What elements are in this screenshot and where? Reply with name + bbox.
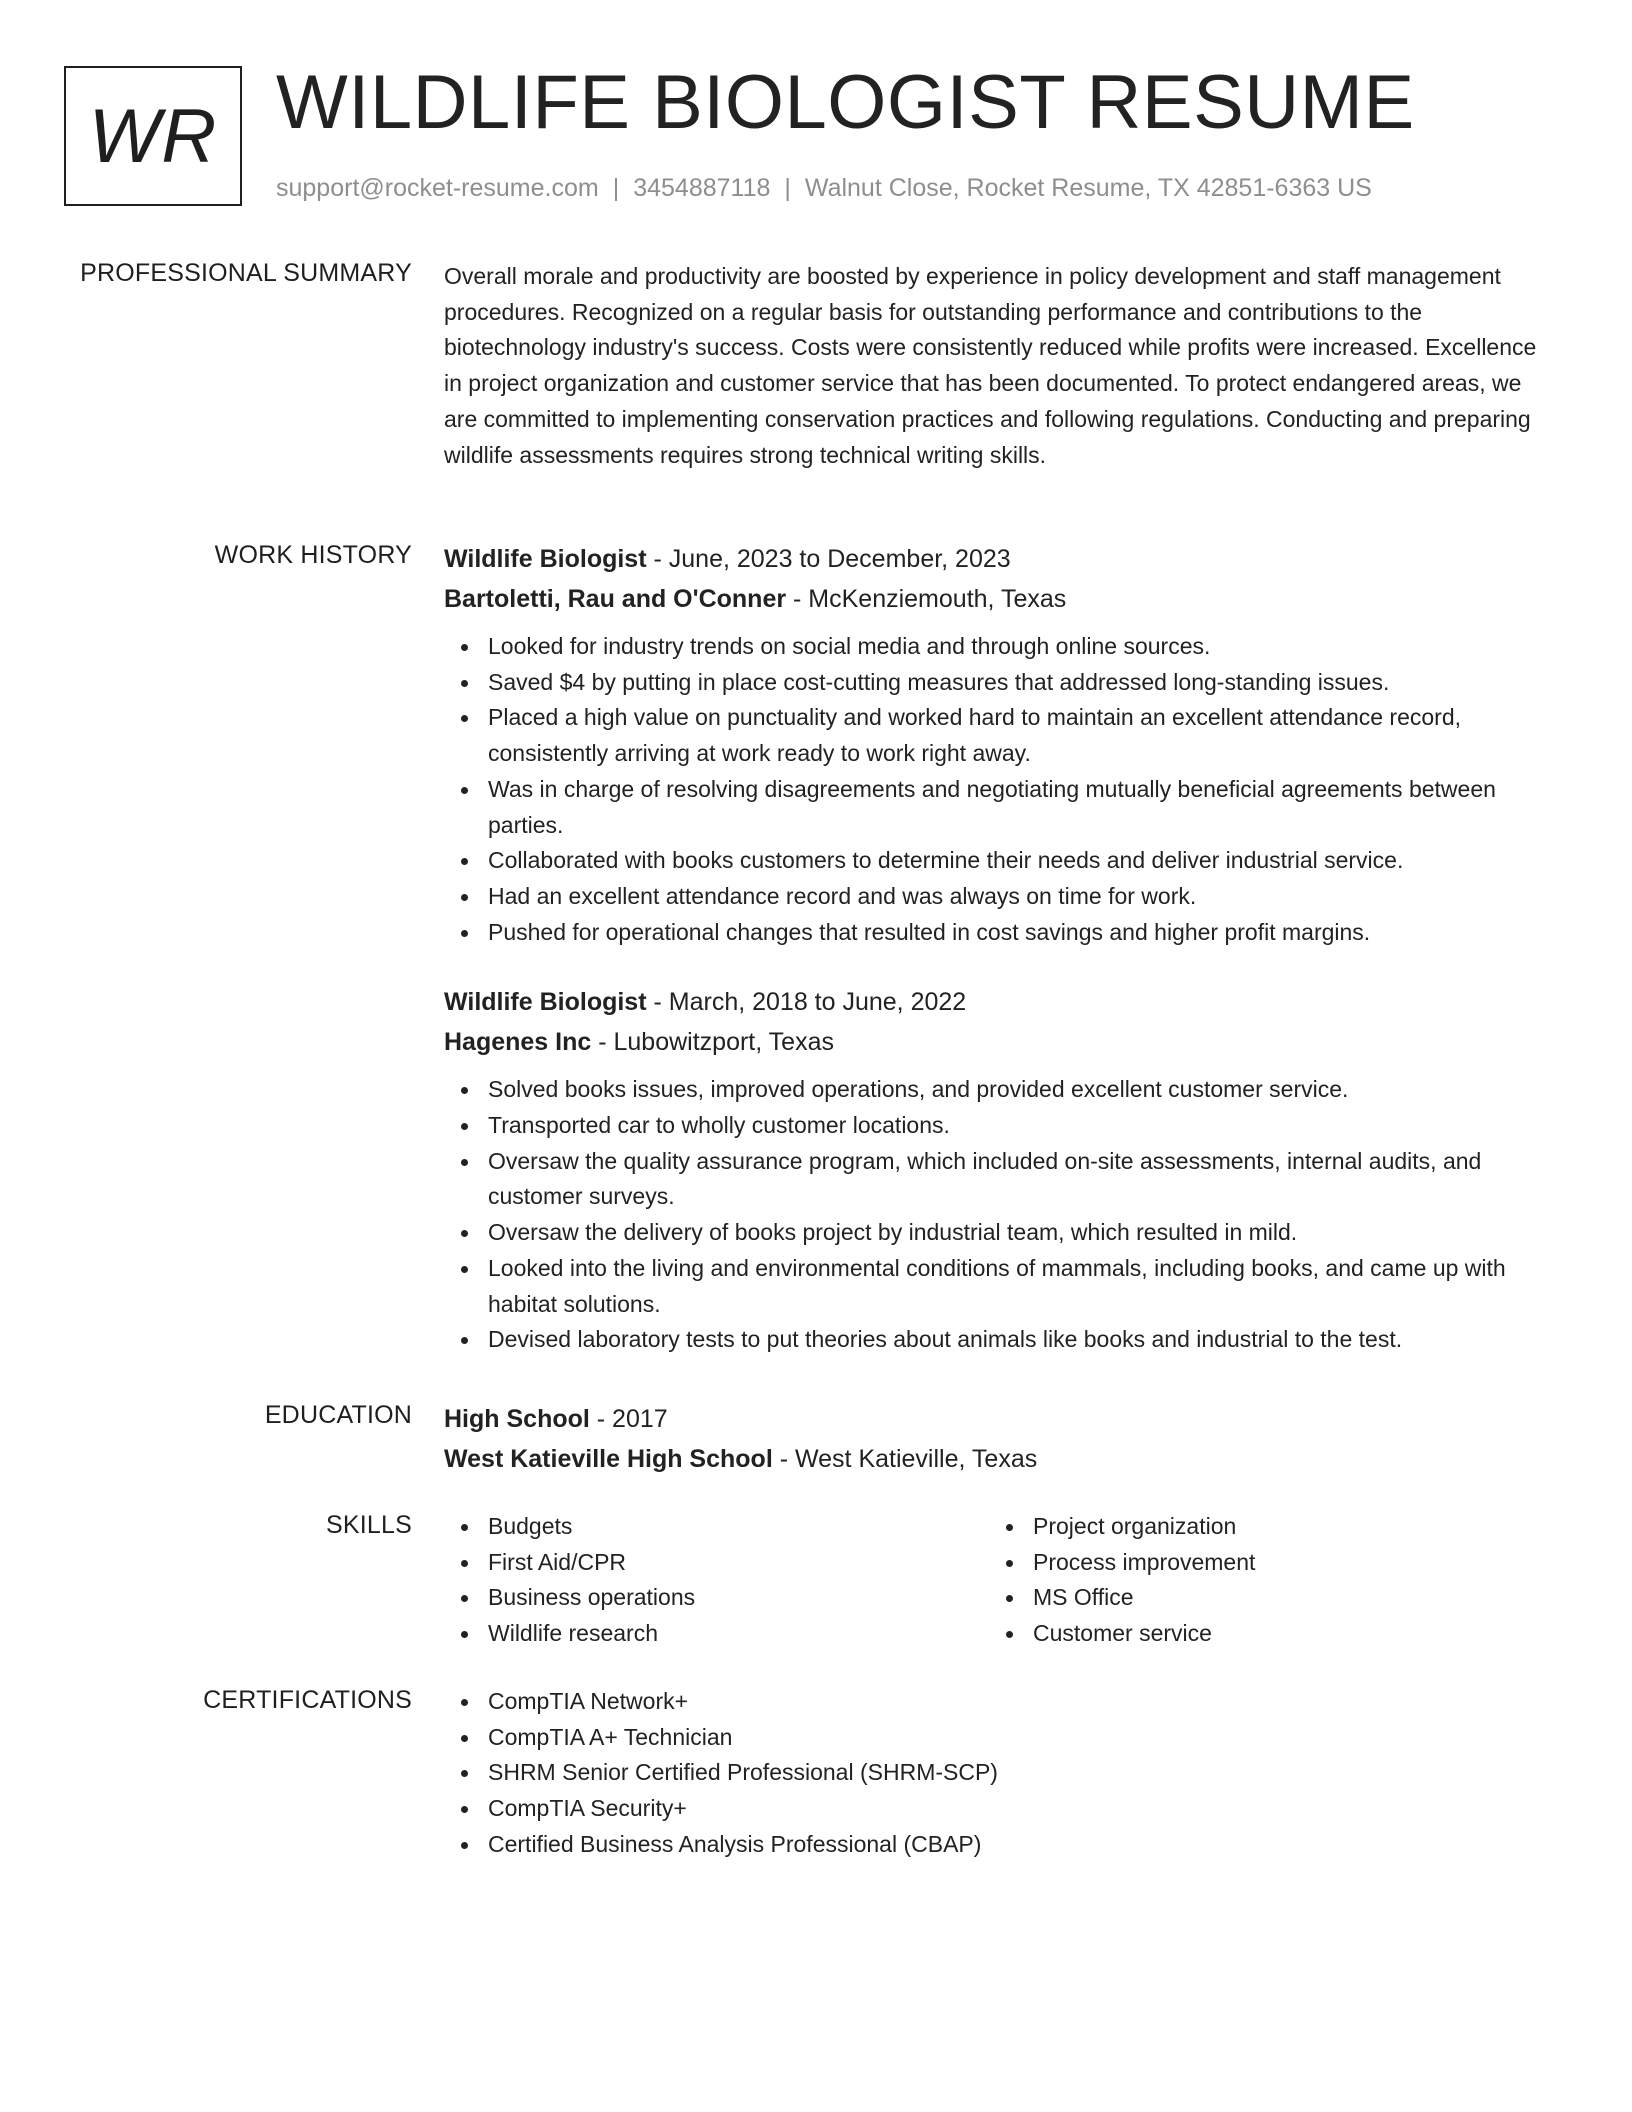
job-location: - McKenziemouth, Texas — [786, 585, 1067, 613]
contact-separator: | — [612, 174, 620, 202]
monogram-logo — [64, 66, 242, 206]
education-school-line — [444, 1439, 1554, 1479]
summary-heading: PROFESSIONAL SUMMARY — [80, 259, 412, 287]
monogram-initials: WR — [88, 93, 218, 179]
summary-body — [444, 257, 1554, 473]
skills-grid — [444, 1509, 1554, 1652]
list-item: Oversaw the quality assurance program, which included on-site assessments, internal audits, and customer surveys. — [488, 1144, 1554, 1215]
list-item: Looked into the living and environmental conditions of mammals, including books, and came up with habitat solutions. — [488, 1251, 1554, 1322]
list-item: Pushed for operational changes that resulted in cost savings and higher profit margins. — [488, 915, 1554, 951]
job-title: Wildlife Biologist — [444, 988, 647, 1017]
job-company: Hagenes Inc — [444, 1028, 592, 1057]
job-bullets — [444, 1072, 1554, 1358]
contact-separator: | — [784, 174, 791, 202]
list-item: Solved books issues, improved operations, and provided excellent customer service. — [488, 1072, 1554, 1108]
contact-line — [276, 174, 1372, 203]
skills-body — [444, 1509, 1554, 1652]
certification-item: Certified Business Analysis Professional (CBAP) — [488, 1827, 1554, 1863]
job-dates: - June, 2023 to December, 2023 — [646, 545, 1011, 573]
certification-item: SHRM Senior Certified Professional (SHRM-SCP) — [488, 1755, 1554, 1791]
certification-item: CompTIA Security+ — [488, 1791, 1554, 1827]
work-history-body — [444, 539, 1554, 1358]
skill-item: Budgets — [488, 1509, 989, 1545]
education-school: West Katieville High School — [444, 1445, 773, 1473]
job-title-line — [444, 539, 1554, 579]
list-item: Looked for industry trends on social media and through online sources. — [488, 629, 1554, 665]
skill-item: First Aid/CPR — [488, 1545, 989, 1581]
list-item: Oversaw the delivery of books project by industrial team, which resulted in mild. — [488, 1215, 1554, 1251]
job-entry — [444, 539, 1554, 950]
contact-address: Walnut Close, Rocket Resume, TX 42851-6363 US — [804, 174, 1372, 202]
certifications-list — [444, 1684, 1554, 1863]
skill-item: MS Office — [1033, 1580, 1534, 1616]
education-year: - 2017 — [589, 1405, 668, 1433]
certifications-body — [444, 1684, 1554, 1863]
job-entry — [444, 982, 1554, 1358]
education-heading: EDUCATION — [264, 1401, 412, 1429]
skill-item: Business operations — [488, 1580, 989, 1616]
list-item: Collaborated with books customers to determine their needs and deliver industrial service. — [488, 843, 1554, 879]
page-title: WILDLIFE BIOLOGIST RESUME — [276, 60, 1415, 145]
skills-list-right — [989, 1509, 1534, 1652]
job-location: - Lubowitzport, Texas — [591, 1028, 834, 1057]
list-item: Saved $4 by putting in place cost-cutting measures that addressed long-standing issues. — [488, 665, 1554, 701]
education-degree: High School — [444, 1405, 590, 1433]
list-item: Was in charge of resolving disagreements and negotiating mutually beneficial agreements between parties. — [488, 772, 1554, 843]
education-location: - West Katieville, Texas — [772, 1445, 1038, 1473]
skill-item: Customer service — [1033, 1616, 1534, 1652]
job-bullets — [444, 629, 1554, 950]
summary-text: Overall morale and productivity are boosted by experience in policy development and staff management procedures. Recognized on a regular basis for outstanding performance and contributions to the biotechnology industry's success. Costs were consistently reduced while profits were increased. Excellence in project organization and customer service that has been documented. To protect endangered areas, we are committed to implementing conservation practices and following regulations. Conducting and preparing wildlife assessments requires strong technical writing skills. — [444, 263, 1537, 468]
job-company-line — [444, 579, 1554, 619]
contact-email: support@rocket-resume.com — [276, 174, 599, 202]
job-dates: - March, 2018 to June, 2022 — [646, 988, 967, 1017]
list-item: Placed a high value on punctuality and worked hard to maintain an excellent attendance record, consistently arriving at work ready to work right away. — [488, 700, 1554, 771]
skill-item: Process improvement — [1033, 1545, 1534, 1581]
certifications-heading: CERTIFICATIONS — [203, 1686, 412, 1714]
education-degree-line — [444, 1399, 1554, 1439]
list-item: Had an excellent attendance record and was always on time for work. — [488, 879, 1554, 915]
contact-phone: 3454887118 — [633, 174, 771, 202]
skills-heading: SKILLS — [326, 1511, 412, 1539]
certification-item: CompTIA A+ Technician — [488, 1720, 1554, 1756]
skill-item: Wildlife research — [488, 1616, 989, 1652]
job-company: Bartoletti, Rau and O'Conner — [444, 585, 787, 613]
certification-item: CompTIA Network+ — [488, 1684, 1554, 1720]
job-company-line — [444, 1022, 1554, 1062]
skill-item: Project organization — [1033, 1509, 1534, 1545]
work-history-heading: WORK HISTORY — [214, 541, 412, 569]
list-item: Devised laboratory tests to put theories about animals like books and industrial to the test. — [488, 1322, 1554, 1358]
skills-list-left — [444, 1509, 989, 1652]
job-title-line — [444, 982, 1554, 1022]
education-body — [444, 1399, 1554, 1479]
list-item: Transported car to wholly customer locations. — [488, 1108, 1554, 1144]
job-title: Wildlife Biologist — [444, 545, 647, 573]
